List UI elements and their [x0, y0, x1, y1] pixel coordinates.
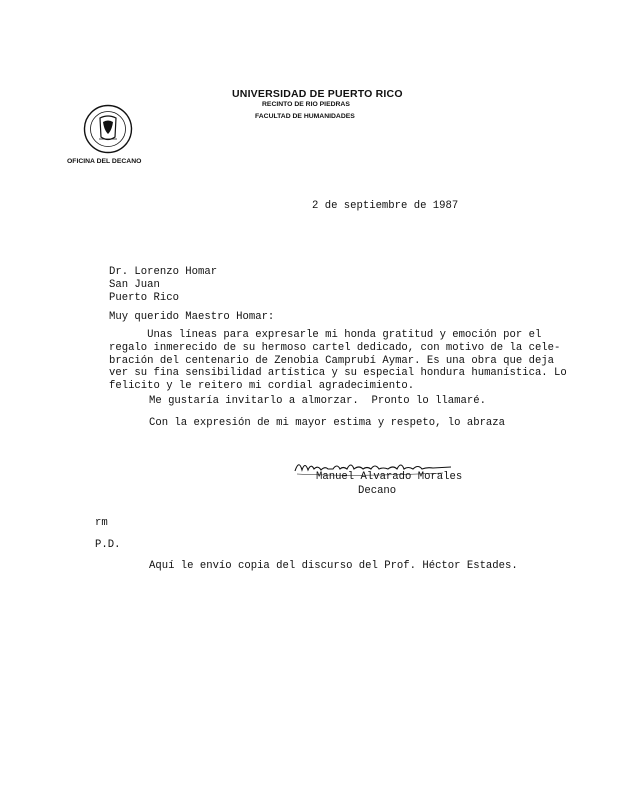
recipient-country: Puerto Rico — [109, 292, 179, 305]
body-line: Unas líneas para expresarle mi honda gratitud y emoción por el — [109, 329, 542, 341]
body-paragraph-1 — [109, 329, 567, 393]
signer-name: Manuel Alvarado Morales — [316, 471, 463, 483]
university-seal — [83, 104, 133, 154]
university-name: UNIVERSIDAD DE PUERTO RICO — [232, 88, 403, 100]
typist-initials: rm — [95, 517, 108, 529]
recipient-city: San Juan — [109, 279, 160, 292]
faculty-name: FACULTAD DE HUMANIDADES — [255, 113, 355, 120]
salutation: Muy querido Maestro Homar: — [109, 311, 275, 323]
campus-name: RECINTO DE RIO PIEDRAS — [262, 101, 350, 108]
body-line: felicito y le reitero mi cordial agradecimiento. — [109, 380, 415, 393]
body-line: ver su fina sensibilidad artística y su especial hondura humanística. Lo — [109, 367, 567, 380]
office-name: OFICINA DEL DECANO — [67, 158, 142, 165]
recipient-address — [109, 266, 217, 306]
postscript-text: Aquí le envío copia del discurso del Prof. Héctor Estades. — [149, 560, 518, 572]
recipient-name: Dr. Lorenzo Homar — [109, 266, 218, 278]
body-paragraph-2: Me gustaría invitarlo a almorzar. Pronto lo llamaré. — [149, 395, 486, 407]
postscript-label: P.D. — [95, 539, 121, 551]
signer-title: Decano — [358, 485, 397, 497]
letter-date: 2 de septiembre de 1987 — [312, 200, 459, 212]
body-line: bración del centenario de Zenobia Camprubí Aymar. Es una obra que deja — [109, 354, 555, 367]
body-line: regalo inmerecido de su hermoso cartel dedicado, con motivo de la cele- — [109, 341, 561, 354]
body-paragraph-3: Con la expresión de mi mayor estima y respeto, lo abraza — [149, 417, 506, 429]
